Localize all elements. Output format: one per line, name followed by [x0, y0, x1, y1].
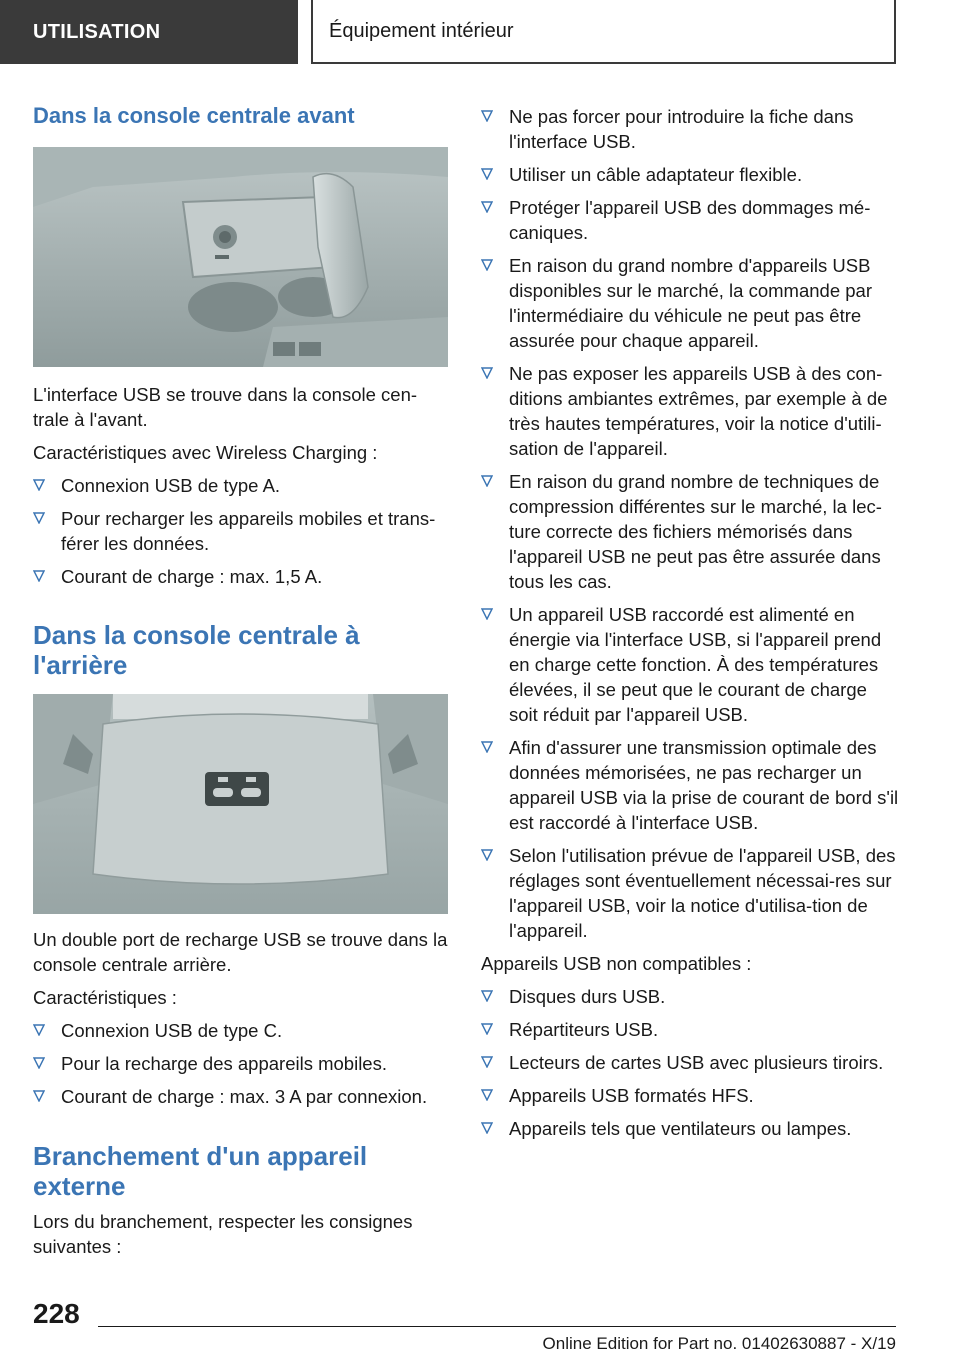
list-item: Lecteurs de cartes USB avec plusieurs tiroirs.	[481, 1050, 899, 1075]
connect-intro-text: Lors du branchement, respecter les consignes suivantes :	[33, 1211, 413, 1257]
triangle-bullet-icon	[481, 849, 493, 861]
triangle-bullet-icon	[33, 570, 45, 582]
rear-features-label: Caractéristiques :	[33, 987, 177, 1008]
list-item: Courant de charge : max. 1,5 A.	[33, 564, 448, 589]
triangle-bullet-icon	[33, 1024, 45, 1036]
triangle-bullet-icon	[481, 741, 493, 753]
list-item: Afin d'assurer une transmission optimale des données mémorisées, ne pas recharger un appareil USB via la prise de courant de bord s'il est raccordé à l'interface USB.	[481, 735, 899, 835]
front-features-list	[33, 473, 448, 589]
triangle-bullet-icon	[481, 259, 493, 271]
triangle-bullet-icon	[481, 168, 493, 180]
edition-note: Online Edition for Part no. 01402630887 - X/19	[542, 1334, 896, 1353]
list-item: Connexion USB de type A.	[33, 473, 448, 498]
triangle-bullet-icon	[33, 512, 45, 524]
triangle-bullet-icon	[33, 1090, 45, 1102]
triangle-bullet-icon	[33, 479, 45, 491]
list-item: Protéger l'appareil USB des dommages mé-caniques.	[481, 195, 899, 245]
list-item: En raison du grand nombre d'appareils USB disponibles sur le marché, la commande par l'intermédiaire du véhicule ne peut pas être assurée pour chaque appareil.	[481, 253, 899, 353]
triangle-bullet-icon	[481, 201, 493, 213]
list-item: Utiliser un câble adaptateur flexible.	[481, 162, 899, 187]
rear-intro-text: Un double port de recharge USB se trouve dans la console centrale arrière.	[33, 929, 448, 975]
list-item: Ne pas exposer les appareils USB à des con-ditions ambiantes extrêmes, par exemple à de très hautes températures, voir la notice d'utili-sation de l'appareil.	[481, 361, 899, 461]
list-item: Pour la recharge des appareils mobiles.	[33, 1051, 448, 1076]
triangle-bullet-icon	[481, 1056, 493, 1068]
rear-console-heading: Dans la console centrale à l'arrière	[33, 620, 360, 680]
front-intro-text: L'interface USB se trouve dans la console cen-trale à l'avant.	[33, 384, 418, 430]
list-item: Selon l'utilisation prévue de l'appareil USB, des réglages sont éventuellement nécessai-res sur l'appareil USB, voir la notice d'utilisa-tion de l'appareil.	[481, 843, 899, 943]
connect-device-heading: Branchement d'un appareil externe	[33, 1141, 368, 1201]
list-item: Répartiteurs USB.	[481, 1017, 899, 1042]
triangle-bullet-icon	[33, 1057, 45, 1069]
triangle-bullet-icon	[481, 608, 493, 620]
list-item: Pour recharger les appareils mobiles et trans-férer les données.	[33, 506, 448, 556]
rear-console-photo	[33, 694, 448, 914]
triangle-bullet-icon	[481, 367, 493, 379]
triangle-bullet-icon	[481, 1089, 493, 1101]
front-console-heading: Dans la console centrale avant	[33, 103, 355, 128]
front-features-label: Caractéristiques avec Wireless Charging :	[33, 442, 378, 463]
triangle-bullet-icon	[481, 990, 493, 1002]
section-tab: UTILISATION	[0, 0, 298, 64]
list-item: En raison du grand nombre de techniques de compression différentes sur le marché, la lec-ture correcte des fichiers mémorisés dans l'appareil USB ne peut pas être assurée dans tous les cas.	[481, 469, 899, 594]
list-item: Connexion USB de type C.	[33, 1018, 448, 1043]
front-console-section	[33, 102, 448, 130]
page-number: 228	[33, 1298, 80, 1329]
chapter-title: Équipement intérieur	[311, 0, 896, 64]
incompatible-label: Appareils USB non compatibles :	[481, 953, 752, 974]
triangle-bullet-icon	[481, 475, 493, 487]
list-item: Appareils USB formatés HFS.	[481, 1083, 899, 1108]
triangle-bullet-icon	[481, 1023, 493, 1035]
footer-divider	[98, 1326, 896, 1327]
list-item: Appareils tels que ventilateurs ou lampes.	[481, 1116, 899, 1141]
triangle-bullet-icon	[481, 110, 493, 122]
instructions-list	[481, 104, 899, 943]
list-item: Un appareil USB raccordé est alimenté en énergie via l'interface USB, si l'appareil prend en charge cette fonction. À des températures élevées, il se peut que le courant de charge soit réduit par l'appareil USB.	[481, 602, 899, 727]
rear-features-list	[33, 1018, 448, 1109]
list-item: Courant de charge : max. 3 A par connexion.	[33, 1084, 448, 1109]
incompatible-list	[481, 984, 899, 1141]
list-item: Disques durs USB.	[481, 984, 899, 1009]
triangle-bullet-icon	[481, 1122, 493, 1134]
list-item: Ne pas forcer pour introduire la fiche dans l'interface USB.	[481, 104, 899, 154]
front-console-photo	[33, 147, 448, 367]
